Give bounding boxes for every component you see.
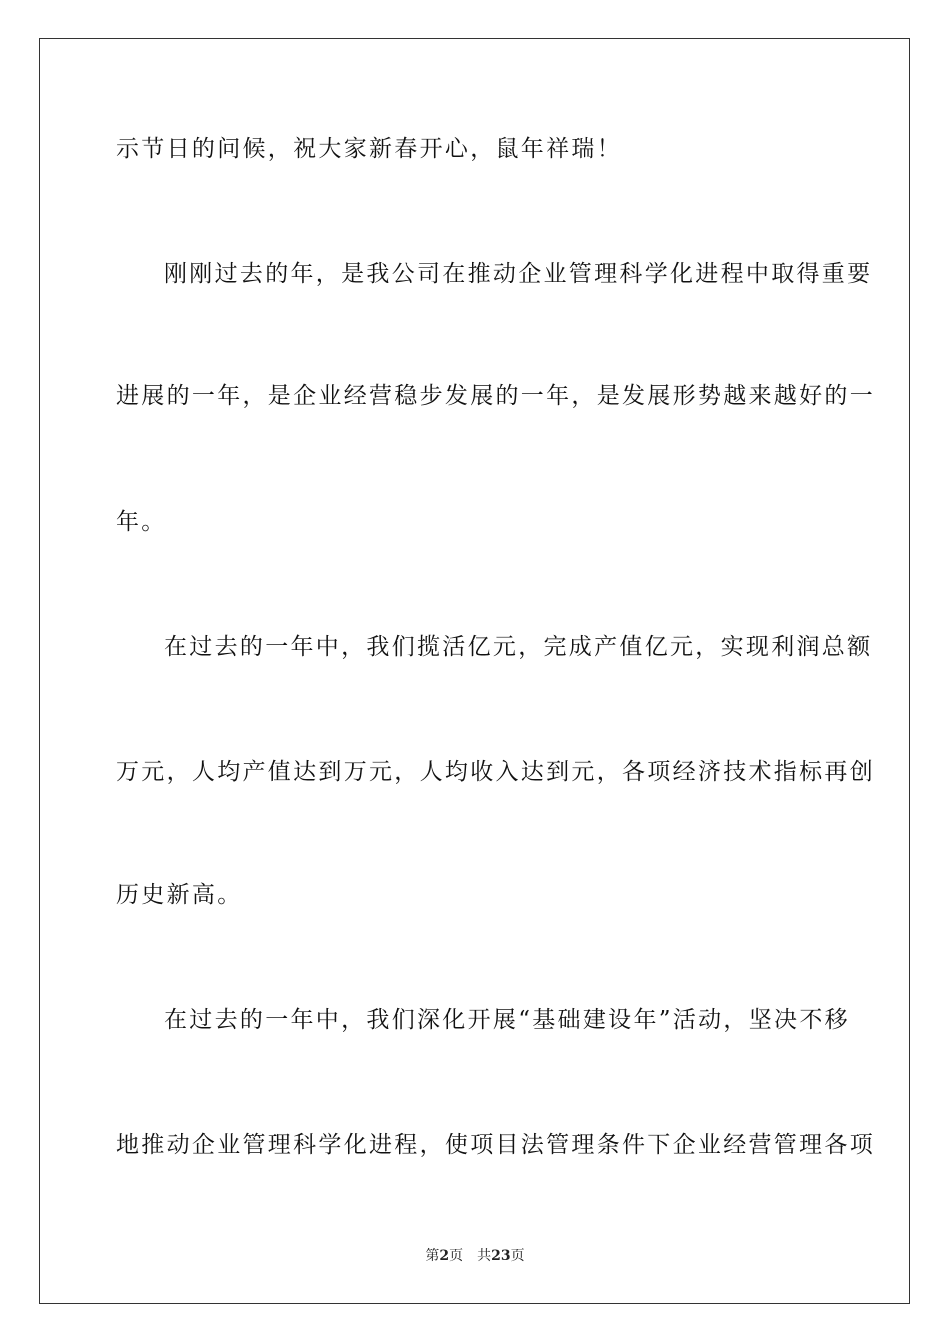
total-suffix: 页 xyxy=(510,1248,525,1264)
paragraph-line: 在过去的一年中，我们揽活亿元，完成产值亿元，实现利润总额 xyxy=(164,634,873,660)
page-suffix: 页 xyxy=(449,1248,464,1264)
paragraph-line: 进展的一年，是企业经营稳步发展的一年，是发展形势越来越好的一 xyxy=(116,383,875,409)
paragraph-line: 示节日的问候，祝大家新春开心，鼠年祥瑞！ xyxy=(116,136,622,162)
page-number: 2 xyxy=(439,1248,450,1264)
total-pages: 23 xyxy=(491,1248,511,1264)
paragraph-line: 在过去的一年中，我们深化开展“基础建设年”活动，坚决不移 xyxy=(164,1007,850,1033)
total-prefix: 共 xyxy=(477,1248,492,1264)
page-footer xyxy=(0,1247,950,1265)
paragraph-line: 地推动企业管理科学化进程，使项目法管理条件下企业经营管理各项 xyxy=(116,1132,875,1158)
page-prefix: 第 xyxy=(425,1248,440,1264)
paragraph-line: 历史新高。 xyxy=(116,882,243,908)
paragraph-line: 年。 xyxy=(116,509,167,535)
paragraph-line: 刚刚过去的年，是我公司在推动企业管理科学化进程中取得重要 xyxy=(164,261,873,287)
paragraph-line: 万元，人均产值达到万元，人均收入达到元，各项经济技术指标再创 xyxy=(116,759,875,785)
page-border xyxy=(39,38,910,1304)
